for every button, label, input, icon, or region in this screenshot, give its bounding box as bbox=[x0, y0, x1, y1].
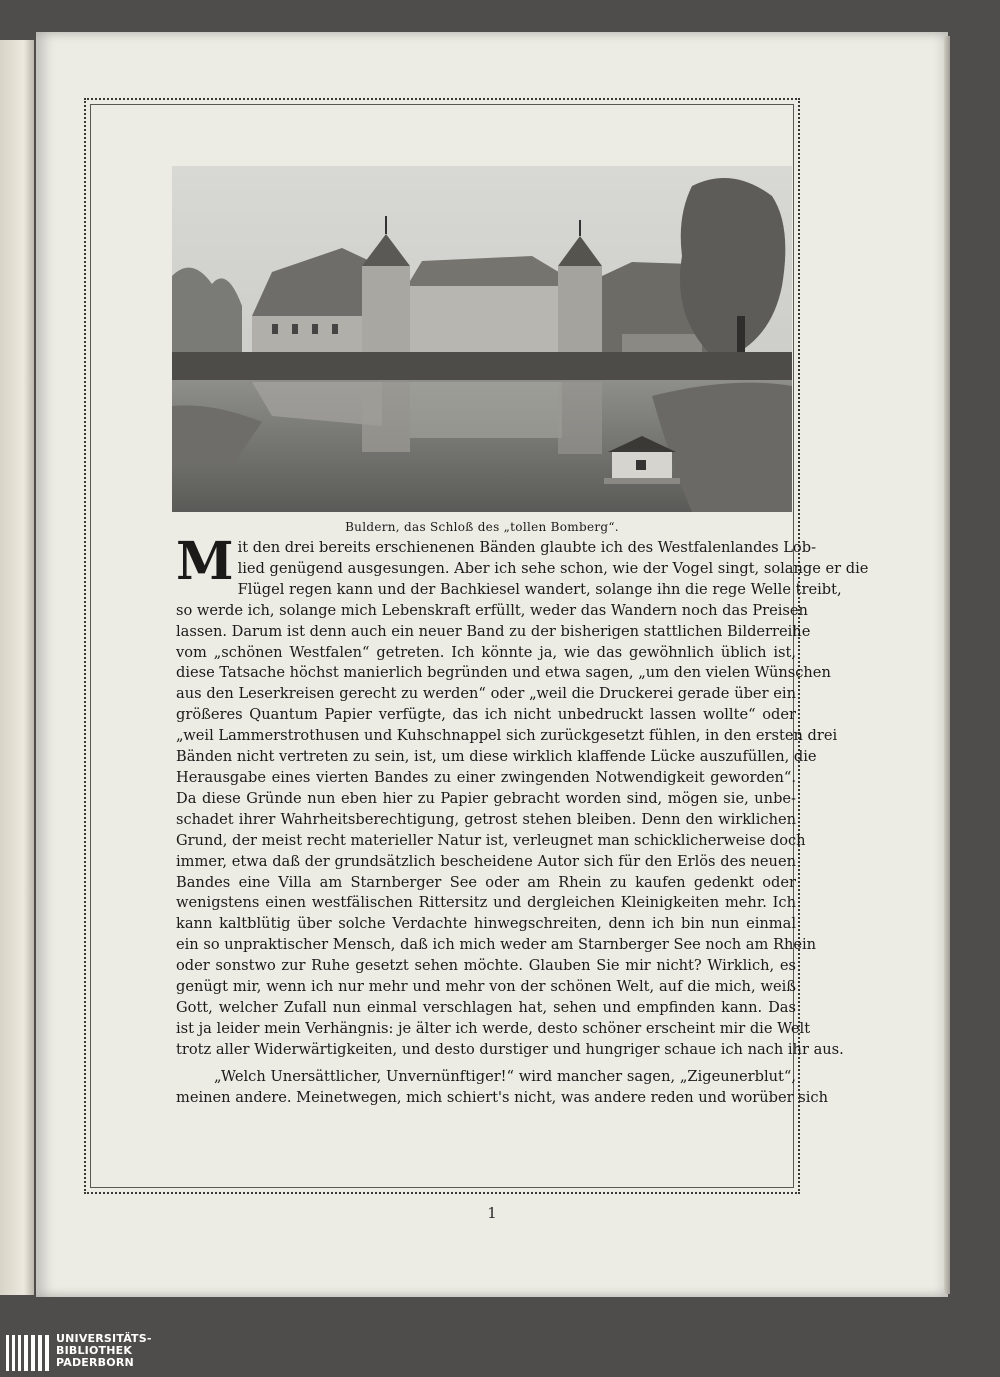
page-edge-shadow bbox=[944, 36, 950, 1294]
library-logo-icon bbox=[6, 1335, 50, 1371]
text-line: trotz aller Widerwärtigkeiten, und desto durstiger und hungriger schaue ich nach ihr aus. bbox=[176, 1040, 844, 1058]
text-line: „Welch Unersättlicher, Unvernünftiger!“ wird mancher sagen, „Zigeunerblut“, bbox=[214, 1067, 796, 1085]
library-name-line: BIBLIOTHEK bbox=[56, 1344, 133, 1357]
castle-reflection-image bbox=[172, 166, 792, 512]
text-line: Gott, welcher Zufall nun einmal verschlagen hat, sehen und empfinden kann. Das bbox=[176, 998, 796, 1016]
text-line: lassen. Darum ist denn auch ein neuer Band zu der bisherigen stattlichen Bilderreihe bbox=[176, 622, 811, 640]
text-line: Flügel regen kann und der Bachkiesel wandert, solange ihn die rege Welle treibt, bbox=[237, 580, 842, 598]
text-line: oder sonstwo zur Ruhe gesetzt sehen möchte. Glauben Sie mir nicht? Wirklich, es bbox=[176, 957, 796, 975]
text-line: ein so unpraktischer Mensch, daß ich mich weder am Starnberger See noch am Rhein bbox=[176, 936, 817, 954]
photo-caption: Buldern, das Schloß des „tollen Bomberg“. bbox=[345, 520, 619, 534]
paragraph-1 bbox=[176, 531, 869, 1061]
library-footer bbox=[0, 1327, 1000, 1377]
text-line: wenigstens einen westfälischen Rittersitz und dergleichen Kleinigkeiten mehr. Ich bbox=[176, 894, 796, 912]
text-line: so werde ich, solange mich Lebenskraft erfüllt, weder das Wandern noch das Preisen bbox=[176, 601, 808, 619]
text-line: diese Tatsache höchst manierlich begründen und etwa sagen, „um den vielen Wünschen bbox=[176, 664, 831, 682]
paragraph-2 bbox=[176, 1067, 828, 1109]
library-name-line: PADERBORN bbox=[56, 1356, 134, 1369]
text-line: Grund, der meist recht materieller Natur ist, verleugnet man schicklicherweise doch bbox=[176, 831, 806, 849]
library-name-line: UNIVERSITÄTS- bbox=[56, 1332, 152, 1345]
text-line: meinen andere. Meinetwegen, mich schiert's nicht, was andere reden und worüber sich bbox=[176, 1088, 828, 1106]
page-number: 1 bbox=[487, 1204, 497, 1222]
text-line: Da diese Gründe nun eben hier zu Papier gebracht worden sind, mögen sie, unbe- bbox=[176, 789, 796, 807]
left-page-edge bbox=[0, 40, 34, 1295]
text-line: vom „schönen Westfalen“ getreten. Ich könnte ja, wie das gewöhnlich üblich ist, bbox=[176, 643, 796, 661]
text-line: Herausgabe eines vierten Bandes zu einer zwingenden Notwendigkeit geworden“. bbox=[176, 768, 796, 786]
text-line: genügt mir, wenn ich nur mehr und mehr von der schönen Welt, auf die mich, weiß bbox=[176, 978, 796, 996]
drop-cap: M bbox=[176, 531, 234, 592]
text-line: Bänden nicht vertreten zu sein, ist, um diese wirklich klaffende Lücke auszufüllen, die bbox=[176, 748, 817, 766]
text-line: größeres Quantum Papier verfügte, das ich nicht unbedruckt lassen wollte“ oder bbox=[176, 706, 796, 724]
text-line: Bandes eine Villa am Starnberger See oder am Rhein zu kaufen gedenkt oder bbox=[176, 873, 796, 891]
book-page bbox=[36, 32, 948, 1297]
text-line: „weil Lammerstrothusen und Kuhschnappel sich zurückgesetzt fühlen, in den ersten drei bbox=[176, 727, 838, 745]
library-name bbox=[56, 1333, 152, 1369]
text-line: it den drei bereits erschienenen Bänden glaubte ich des Westfalenlandes Lob- bbox=[237, 539, 816, 556]
text-line: ist ja leider mein Verhängnis: je älter ich werde, desto schöner erscheint mir die Welt bbox=[176, 1019, 811, 1037]
text-line: aus den Leserkreisen gerecht zu werden“ oder „weil die Druckerei gerade über ein bbox=[176, 685, 796, 703]
text-line: immer, etwa daß der grundsätzlich bescheidene Autor sich für den Erlös des neuen bbox=[176, 852, 796, 870]
text-line: schadet ihrer Wahrheitsberechtigung, getrost stehen bleiben. Denn den wirklichen bbox=[176, 810, 796, 828]
text-line: kann kaltblütig über solche Verdachte hinwegschreiten, denn ich bin nun einmal bbox=[176, 915, 796, 933]
body-text bbox=[176, 531, 869, 1108]
castle-photograph bbox=[172, 166, 792, 512]
text-line: lied genügend ausgesungen. Aber ich sehe schon, wie der Vogel singt, solange er die bbox=[237, 559, 869, 577]
